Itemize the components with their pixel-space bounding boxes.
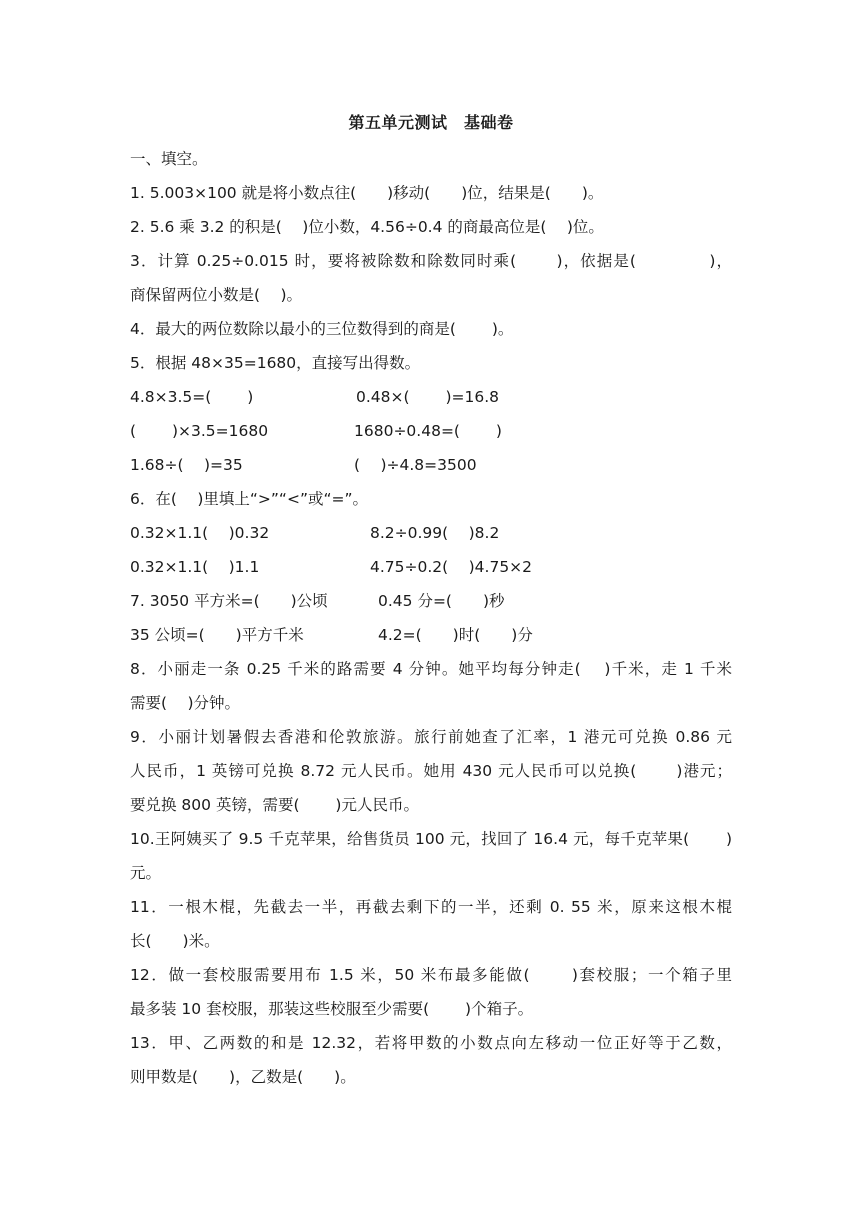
question-4: 4．最大的两位数除以最小的三位数得到的商是( )。 [130,320,514,338]
question-12-line-1: 12．做一套校服需要用布 1.5 米，50 米布最多能做( )套校服；一个箱子里 [130,966,732,984]
worksheet-page [130,108,732,1094]
question-8-line-1: 8．小丽走一条 0.25 千米的路需要 4 分钟。她平均每分钟走( )千米，走 1 千米 [130,660,732,678]
question-10-line-1: 10.王阿姨买了 9.5 千克苹果，给售货员 100 元，找回了 16.4 元，每千克苹果( ) [130,830,732,848]
question-8-line-2: 需要( )分钟。 [130,694,241,712]
question-11-line-2: 长( )米。 [130,932,220,950]
question-3-line-1: 3．计算 0.25÷0.015 时，要将被除数和除数同时乘( )，依据是( )， [130,252,732,270]
question-6-row-1 [130,516,732,550]
q6-item-d: 4.75÷0.2( )4.75×2 [370,558,533,576]
q5-item-f: ( )÷4.8=3500 [354,456,477,474]
q6-item-c: 0.32×1.1( )1.1 [130,558,260,576]
question-7-row-1 [130,584,732,618]
question-5: 5．根据 48×35=1680，直接写出得数。 [130,354,421,372]
q7-item-d: 4.2=( )时( )分 [378,626,533,644]
page-title: 第五单元测试 基础卷 [348,113,514,132]
question-9-line-2: 人民币，1 英镑可兑换 8.72 元人民币。她用 430 元人民币可以兑换( )港元； [130,762,732,780]
question-13-line-1: 13．甲、乙两数的和是 12.32，若将甲数的小数点向左移动一位正好等于乙数， [130,1034,732,1052]
question-2: 2. 5.6 乘 3.2 的积是( )位小数，4.56÷0.4 的商最高位是( )位。 [130,218,604,236]
q7-item-b: 0.45 分=( )秒 [378,592,505,610]
q6-item-a: 0.32×1.1( )0.32 [130,524,270,542]
q5-item-c: ( )×3.5=1680 [130,422,269,440]
question-9-line-3: 要兑换 800 英镑，需要( )元人民币。 [130,796,419,814]
q7-item-a: 7. 3050 平方米=( )公顷 [130,592,328,610]
question-6-row-2 [130,550,732,584]
question-10-line-2: 元。 [130,864,162,882]
section-heading: 一、填空。 [130,150,208,168]
q5-item-d: 1680÷0.48=( ) [354,422,502,440]
question-5-row-2 [130,414,732,448]
question-6: 6．在( )里填上“>”“<”或“=”。 [130,490,369,508]
question-5-row-1 [130,380,732,414]
question-5-row-3 [130,448,732,482]
question-1: 1. 5.003×100 就是将小数点往( )移动( )位，结果是( )。 [130,184,604,202]
question-12-line-2: 最多装 10 套校服，那装这些校服至少需要( )个箱子。 [130,1000,534,1018]
question-9-line-1: 9．小丽计划暑假去香港和伦敦旅游。旅行前她查了汇率，1 港元可兑换 0.86 元 [130,728,732,746]
question-7-row-2 [130,618,732,652]
q7-item-c: 35 公顷=( )平方千米 [130,626,304,644]
question-13-line-2: 则甲数是( )，乙数是( )。 [130,1068,356,1086]
q5-item-b: 0.48×( )=16.8 [356,388,500,406]
question-3-line-2: 商保留两位小数是( )。 [130,286,303,304]
q6-item-b: 8.2÷0.99( )8.2 [370,524,500,542]
question-11-line-1: 11．一根木棍，先截去一半，再截去剩下的一半，还剩 0. 55 米，原来这根木棍 [130,898,732,916]
q5-item-a: 4.8×3.5=( ) [130,388,254,406]
q5-item-e: 1.68÷( )=35 [130,456,243,474]
